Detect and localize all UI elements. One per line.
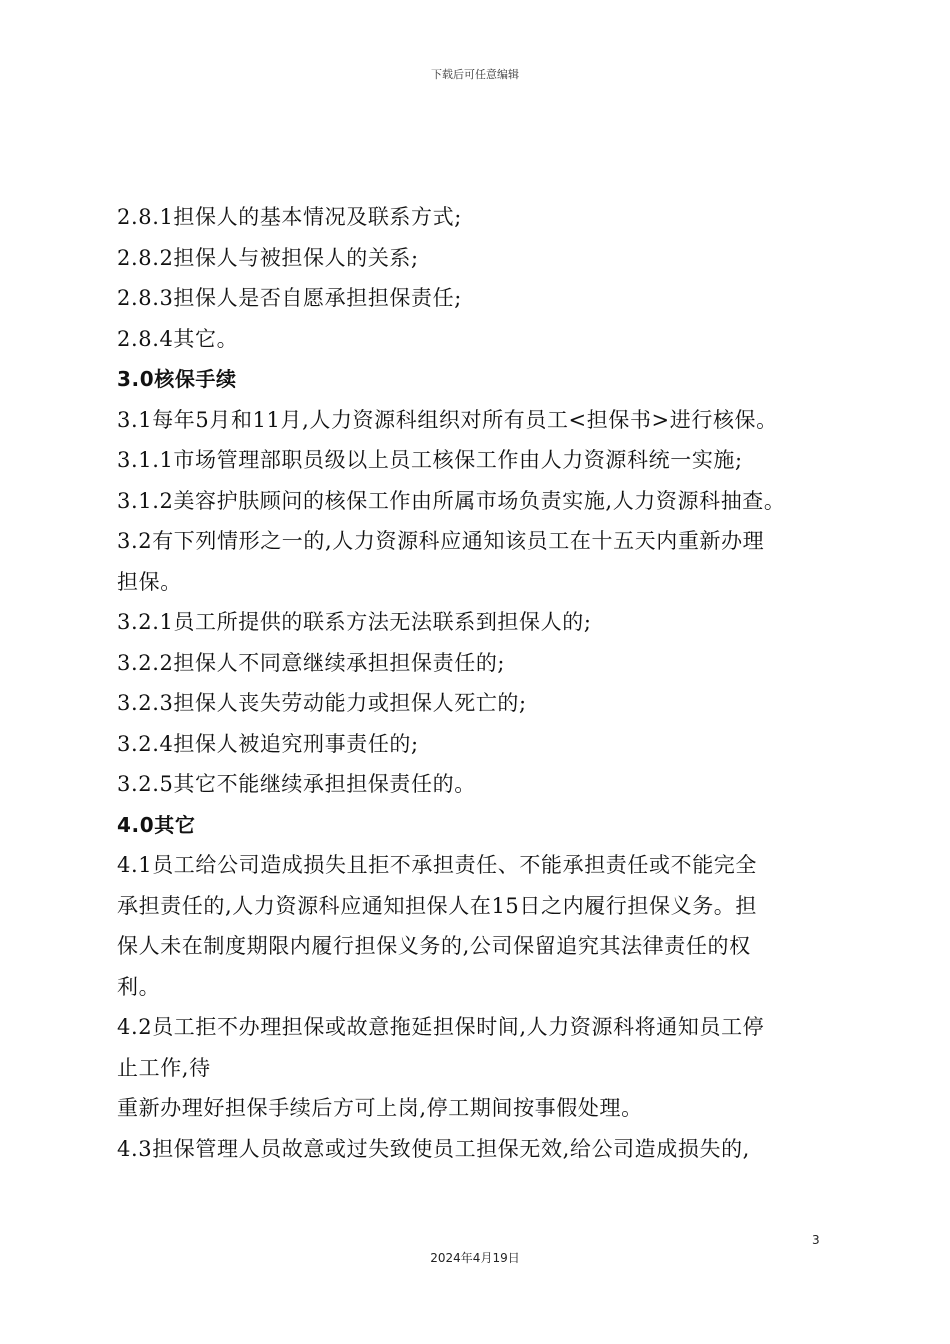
clause-4-1-continued: 承担责任的,人力资源科应通知担保人在15日之内履行担保义务。担 — [117, 893, 757, 918]
clause-4-1: 4.1员工给公司造成损失且拒不承担责任、不能承担责任或不能完全 — [117, 853, 757, 877]
page-date: 2024年4月19日 — [430, 1251, 520, 1265]
clause-4-3: 4.3担保管理人员故意或过失致使员工担保无效,给公司造成损失的, — [117, 1136, 750, 1161]
section-heading-3: 3.0核保手续 — [117, 367, 237, 391]
clause-3-2-5: 3.2.5其它不能继续承担担保责任的。 — [117, 772, 476, 796]
clause-4-1-continued: 保人未在制度期限内履行担保义务的,公司保留追究其法律责任的权 — [117, 934, 751, 958]
clause-3-1-1: 3.1.1市场管理部职员级以上员工核保工作由人力资源科统一实施; — [117, 448, 743, 472]
clause-4-2-continued: 止工作,待 — [117, 1055, 211, 1080]
page-number: 3 — [812, 1233, 820, 1247]
clause-4-2: 4.2员工拒不办理担保或故意拖延担保时间,人力资源科将通知员工停 — [117, 1015, 765, 1039]
clause-3-2-2: 3.2.2担保人不同意继续承担担保责任的; — [117, 650, 506, 675]
clause-3-1: 3.1每年5月和11月,人力资源科组织对所有员工<担保书>进行核保。 — [117, 407, 778, 432]
clause-3-2-3: 3.2.3担保人丧失劳动能力或担保人死亡的; — [117, 691, 527, 715]
page-header: 下载后可任意编辑 — [431, 68, 519, 81]
section-heading-4: 4.0其它 — [117, 812, 196, 837]
clause-3-2: 3.2有下列情形之一的,人力资源科应通知该员工在十五天内重新办理 — [117, 529, 765, 553]
clause-3-2-1: 3.2.1员工所提供的联系方法无法联系到担保人的; — [117, 610, 592, 634]
clause-3-2-continued: 担保。 — [117, 569, 182, 594]
clause-2-8-4: 2.8.4其它。 — [117, 326, 239, 351]
clause-4-2-continued: 重新办理好担保手续后方可上岗,停工期间按事假处理。 — [117, 1096, 643, 1120]
clause-4-1-continued: 利。 — [117, 974, 161, 999]
document-body — [117, 197, 837, 1169]
clause-3-1-2: 3.1.2美容护肤顾问的核保工作由所属市场负责实施,人力资源科抽查。 — [117, 488, 786, 513]
clause-2-8-3: 2.8.3担保人是否自愿承担担保责任; — [117, 286, 462, 310]
clause-2-8-2: 2.8.2担保人与被担保人的关系; — [117, 245, 419, 270]
clause-3-2-4: 3.2.4担保人被追究刑事责任的; — [117, 731, 419, 756]
clause-2-8-1: 2.8.1担保人的基本情况及联系方式; — [117, 205, 462, 229]
